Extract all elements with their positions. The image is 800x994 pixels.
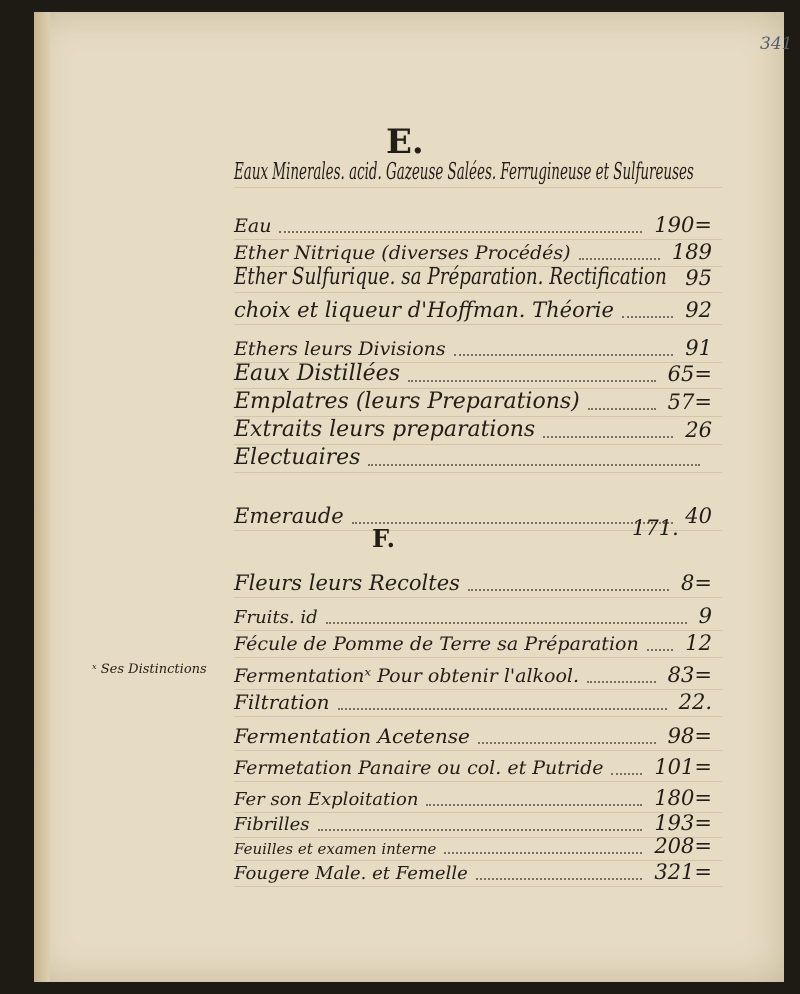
- entry-label: Ethers leurs Divisions: [234, 338, 446, 360]
- dotted-leader: [408, 378, 656, 382]
- entry-label: Fer son Exploitation: [234, 789, 419, 810]
- section-e-entry: [234, 155, 722, 188]
- entry-page-number: 57=: [667, 390, 712, 414]
- entry-page-number: 321=: [654, 860, 712, 884]
- entry-page-number: 180=: [654, 786, 712, 810]
- page-binding-edge: [34, 12, 50, 982]
- section-f-entry: [234, 625, 722, 658]
- entry-page-number: 92: [685, 298, 712, 322]
- entry-page-number: 98=: [667, 724, 712, 748]
- dotted-leader: [622, 314, 673, 318]
- entry-label: Emplatres (leurs Preparations): [234, 389, 580, 414]
- section-f-entry: [234, 718, 722, 751]
- margin-note: ˣ Ses Distinctions: [92, 662, 207, 677]
- dotted-leader: [611, 771, 642, 775]
- entry-label: Fermentationˣ Pour obtenir l'alkool.: [234, 665, 580, 687]
- dotted-leader: [352, 520, 673, 524]
- dotted-leader: [338, 706, 667, 710]
- entry-label: Electuaires: [234, 445, 361, 470]
- section-f-entry: [234, 565, 722, 598]
- entry-label: Fibrilles: [234, 814, 310, 835]
- dotted-leader: [587, 679, 656, 683]
- dotted-leader: [279, 229, 642, 233]
- dotted-leader: [543, 434, 673, 438]
- entry-page-number: 22.: [678, 690, 712, 714]
- entry-page-number: 95: [685, 266, 712, 290]
- entry-page-number: 12: [685, 631, 712, 655]
- entry-page-number: 101=: [654, 755, 712, 779]
- entry-page-number: 190=: [654, 213, 712, 237]
- dotted-leader: [468, 587, 669, 591]
- entry-label: Feuilles et examen interne: [234, 840, 437, 858]
- section-heading-f: F.: [372, 524, 395, 553]
- entry-page-number: 9: [698, 604, 712, 628]
- dotted-leader: [326, 620, 687, 624]
- manuscript-page: [34, 12, 793, 982]
- page-number: 341: [760, 34, 793, 54]
- dotted-leader: [647, 647, 673, 651]
- entry-page-number: 26: [685, 418, 712, 442]
- entry-label: Fermentation Acetense: [234, 724, 470, 748]
- section-f-entry: [234, 749, 722, 782]
- entry-label: Fruits. id: [234, 607, 318, 628]
- entry-label: Filtration: [234, 690, 330, 714]
- dotted-leader: [478, 740, 656, 744]
- section-e-entry: [234, 292, 722, 325]
- entry-label: Fermetation Panaire ou col. et Putride: [234, 757, 604, 779]
- entry-page-number: 91: [685, 336, 712, 360]
- entry-page-number: 193=: [654, 811, 712, 835]
- section-e-entry: [234, 440, 722, 473]
- section-f-entry: [234, 684, 722, 717]
- entry-page-number: 65=: [667, 362, 712, 386]
- entry-label: Ether Sulfurique. sa Préparation. Rectification: [234, 264, 667, 290]
- entry-label: Eau: [234, 215, 272, 237]
- entry-label: Ether Nitrique (diverses Procédés): [234, 242, 571, 264]
- entry-page-extra: 171.: [632, 516, 679, 540]
- entry-label: Emeraude: [234, 504, 344, 528]
- section-heading-e: E.: [386, 122, 424, 162]
- section-f-entry: [234, 854, 722, 887]
- entry-label: Eaux Minerales. acid. Gazeuse Salées. Ferrugineuse et Sulfureuses: [234, 159, 694, 185]
- entry-page-number: 40: [685, 504, 712, 528]
- dotted-leader: [588, 406, 656, 410]
- entry-label: Fleurs leurs Recoltes: [234, 571, 460, 595]
- entry-page-number: 189: [671, 240, 712, 264]
- entry-page-number: 208=: [654, 834, 712, 858]
- dotted-leader: [368, 462, 700, 466]
- entry-label: Fougere Male. et Femelle: [234, 863, 468, 884]
- entry-label: choix et liqueur d'Hoffman. Théorie: [234, 298, 614, 322]
- entry-page-number: 8=: [681, 571, 712, 595]
- entry-label: Eaux Distillées: [234, 361, 400, 386]
- entry-label: Extraits leurs preparations: [234, 417, 536, 442]
- section-e-entry: [234, 260, 722, 293]
- entry-label: Fécule de Pomme de Terre sa Préparation: [234, 633, 639, 655]
- entry-page-number: 83=: [667, 663, 712, 687]
- dotted-leader: [476, 876, 642, 880]
